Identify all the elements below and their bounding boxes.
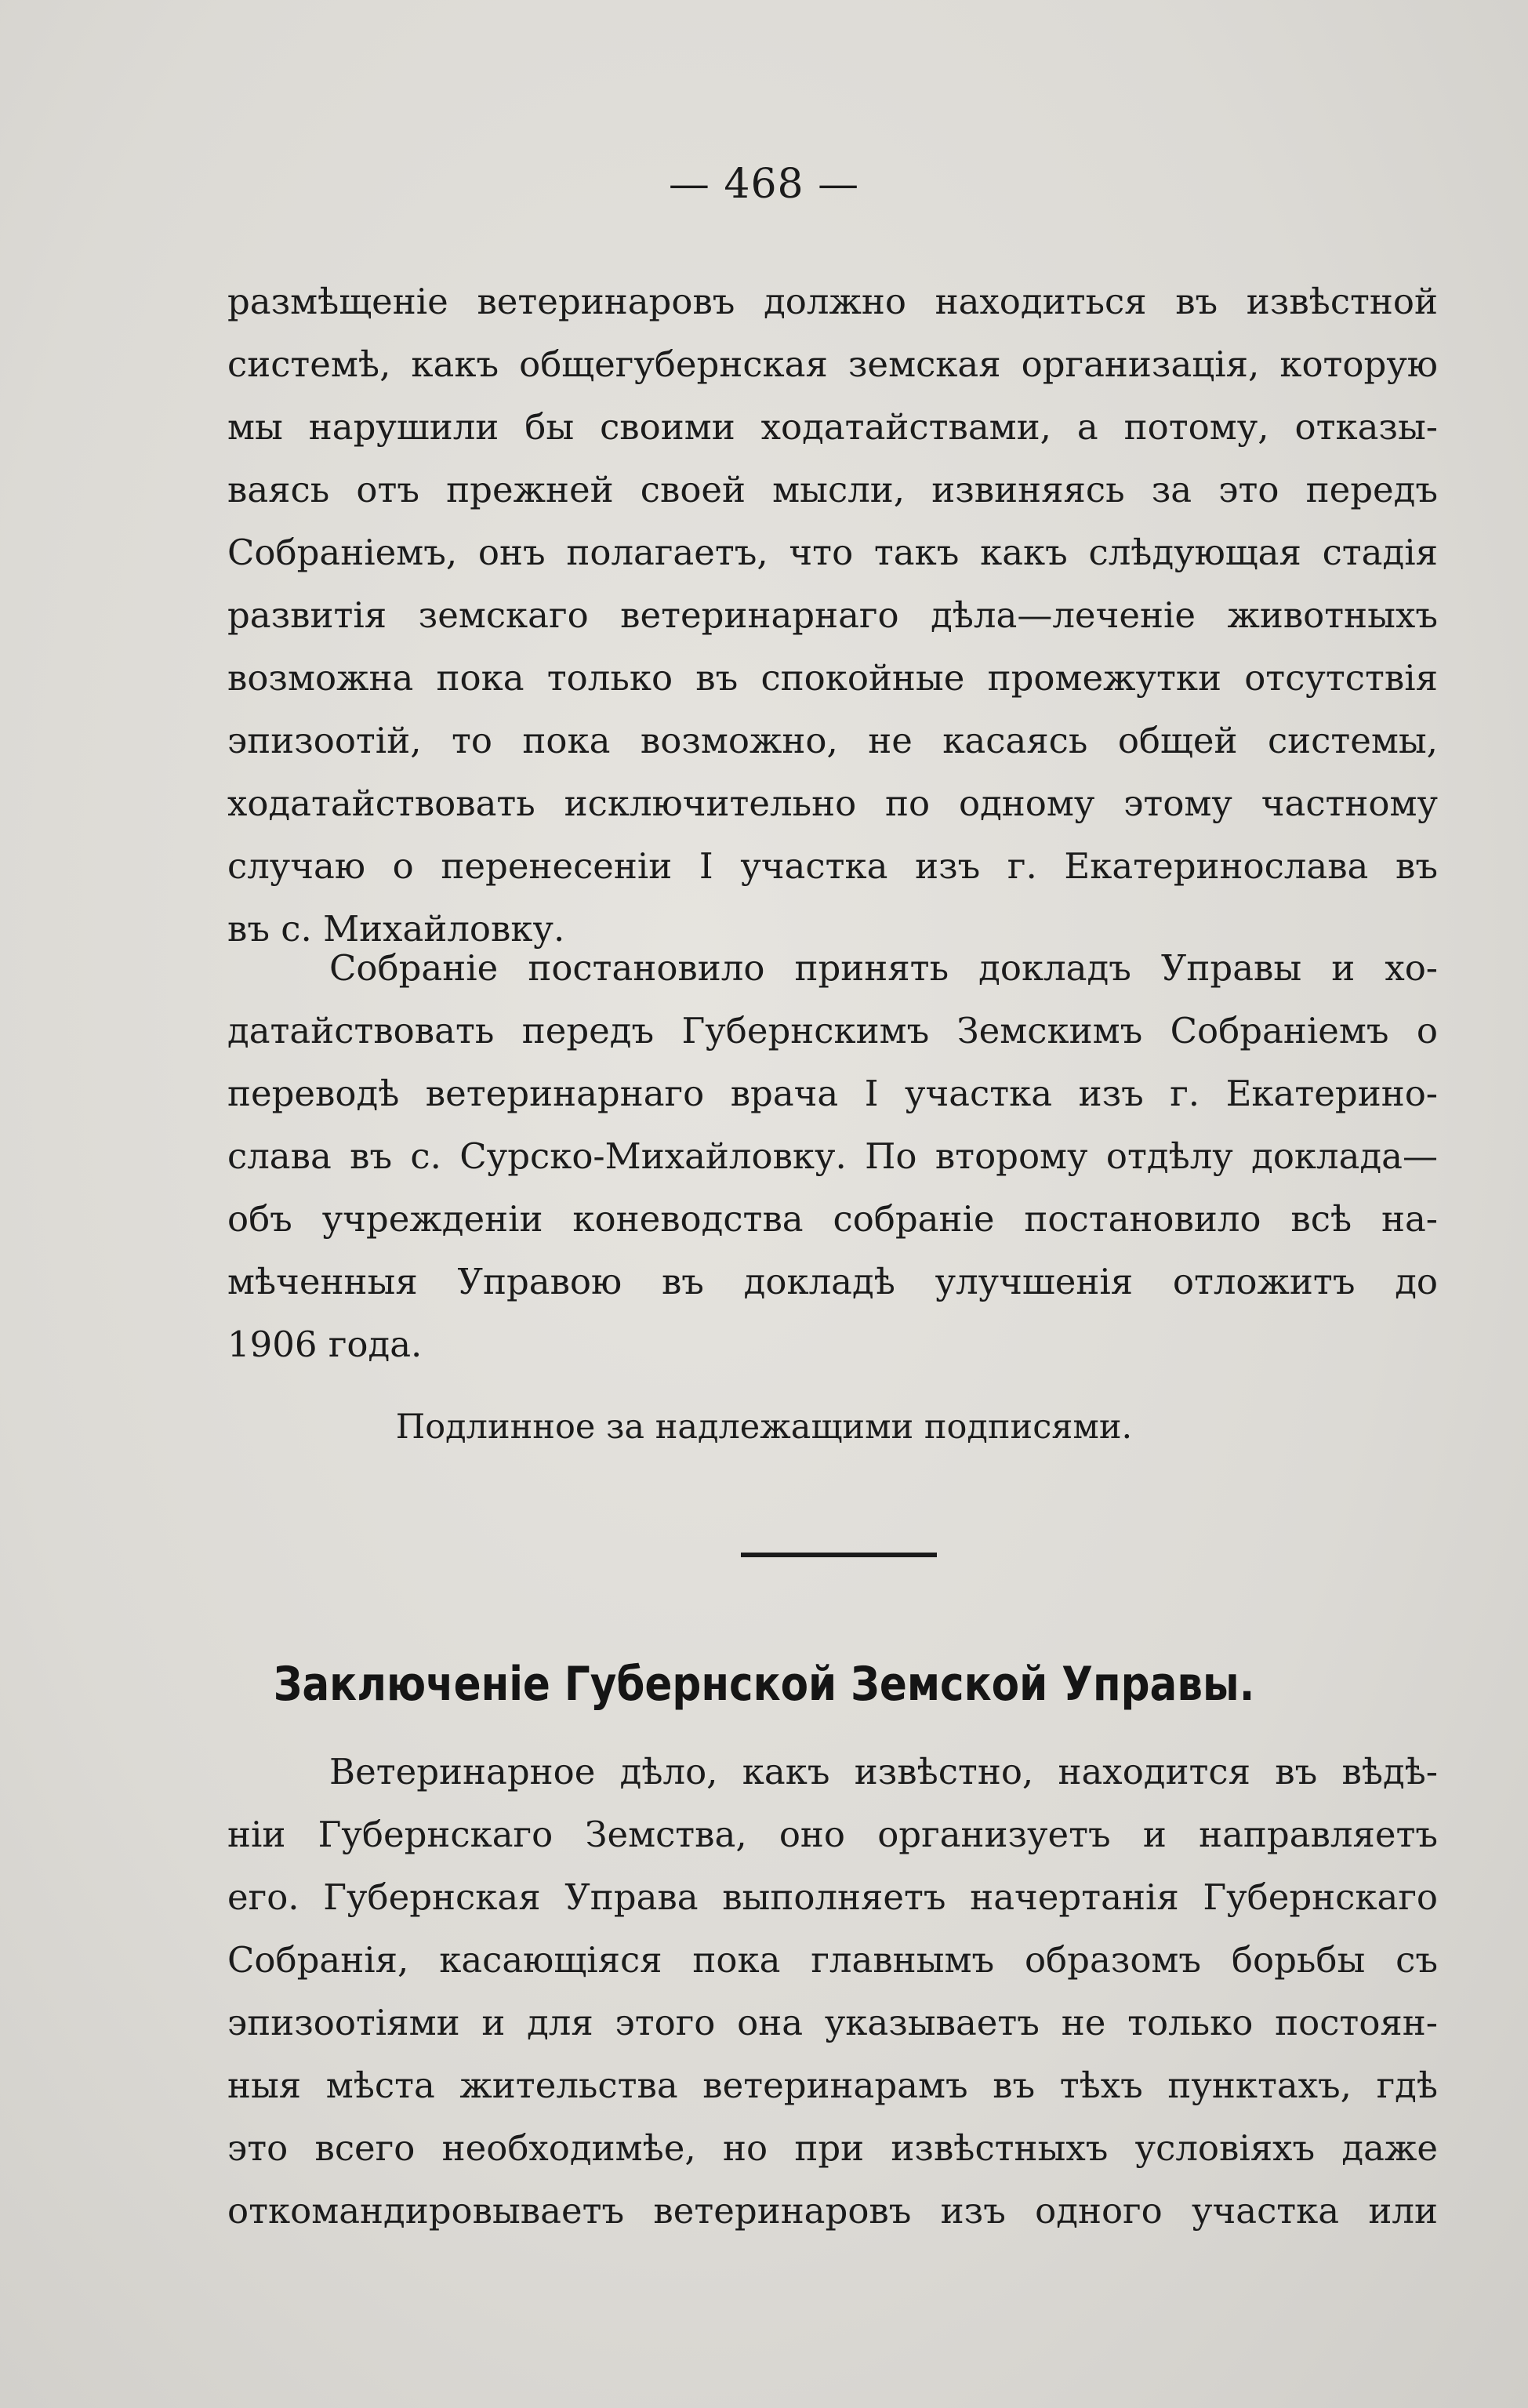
text-line: системѣ, какъ общегубернская земская организацiя, которую bbox=[227, 343, 1438, 385]
text-line: эпизоотiй, то пока возможно, не касаясь общей системы, bbox=[227, 720, 1438, 761]
text-line: 1906 года. bbox=[227, 1324, 423, 1365]
text-line: это всего необходимѣе, но при извѣстныхъ условiяхъ даже bbox=[227, 2127, 1438, 2169]
paragraph-continued bbox=[227, 271, 1438, 961]
text-line: Ветеринарное дѣло, какъ извѣстно, находится въ вѣдѣ- bbox=[329, 1751, 1438, 1792]
page-number: — 468 — bbox=[668, 161, 860, 208]
text-line: ваясь отъ прежней своей мысли, извиняясь за это передъ bbox=[227, 469, 1438, 510]
text-line: мѣченныя Управою въ докладѣ улучшенiя отложитъ до bbox=[227, 1261, 1438, 1302]
text-line: Собранiе постановило принять докладъ Управы и хо- bbox=[329, 947, 1438, 989]
text-line: Собранiемъ, онъ полагаетъ, что такъ какъ слѣдующая стадiя bbox=[227, 532, 1438, 573]
text-line: эпизоотiями и для этого она указываетъ не только постоян- bbox=[227, 2002, 1438, 2043]
text-line: случаю о перенесенiи I участка изъ г. Екатеринослава въ bbox=[227, 845, 1438, 887]
text-line: нiи Губернскаго Земства, оно организуетъ и направляетъ bbox=[227, 1814, 1438, 1855]
text-line: развитiя земскаго ветеринарнаго дѣла—леченiе животныхъ bbox=[227, 594, 1438, 636]
text-line: возможна пока только въ спокойные промежутки отсутствiя bbox=[227, 657, 1438, 699]
section-heading: Заключенiе Губернской Земской Управы. bbox=[273, 1657, 1255, 1712]
signature-note: Подлинное за надлежащими подписями. bbox=[395, 1407, 1133, 1447]
text-line: датайствовать передъ Губернскимъ Земскимъ Собранiемъ о bbox=[227, 1010, 1438, 1051]
text-line: ходатайствовать исключительно по одному этому частному bbox=[227, 783, 1438, 824]
text-line: переводѣ ветеринарнаго врача I участка изъ г. Екатерино- bbox=[227, 1073, 1438, 1114]
text-line: слава въ с. Сурско-Михайловку. По второму отдѣлу доклада— bbox=[227, 1135, 1438, 1177]
section-divider bbox=[741, 1553, 937, 1557]
text-line: ныя мѣста жительства ветеринарамъ въ тѣхъ пунктахъ, гдѣ bbox=[227, 2065, 1438, 2106]
text-line: откомандировываетъ ветеринаровъ изъ одного участка или bbox=[227, 2190, 1438, 2232]
paragraph-resolution bbox=[227, 937, 1438, 1376]
text-line: въ с. Михайловку. bbox=[227, 908, 565, 950]
paragraph-conclusion bbox=[227, 1741, 1438, 2243]
text-line: Собранiя, касающiяся пока главнымъ образомъ борьбы съ bbox=[227, 1939, 1438, 1981]
text-line: размѣщенiе ветеринаровъ должно находиться въ извѣстной bbox=[227, 281, 1438, 322]
text-line: объ учрежденiи коневодства собранiе постановило всѣ на- bbox=[227, 1198, 1438, 1240]
text-line: его. Губернская Управа выполняетъ начертанiя Губернскаго bbox=[227, 1876, 1438, 1918]
text-line: мы нарушили бы своими ходатайствами, а потому, отказы- bbox=[227, 406, 1438, 448]
